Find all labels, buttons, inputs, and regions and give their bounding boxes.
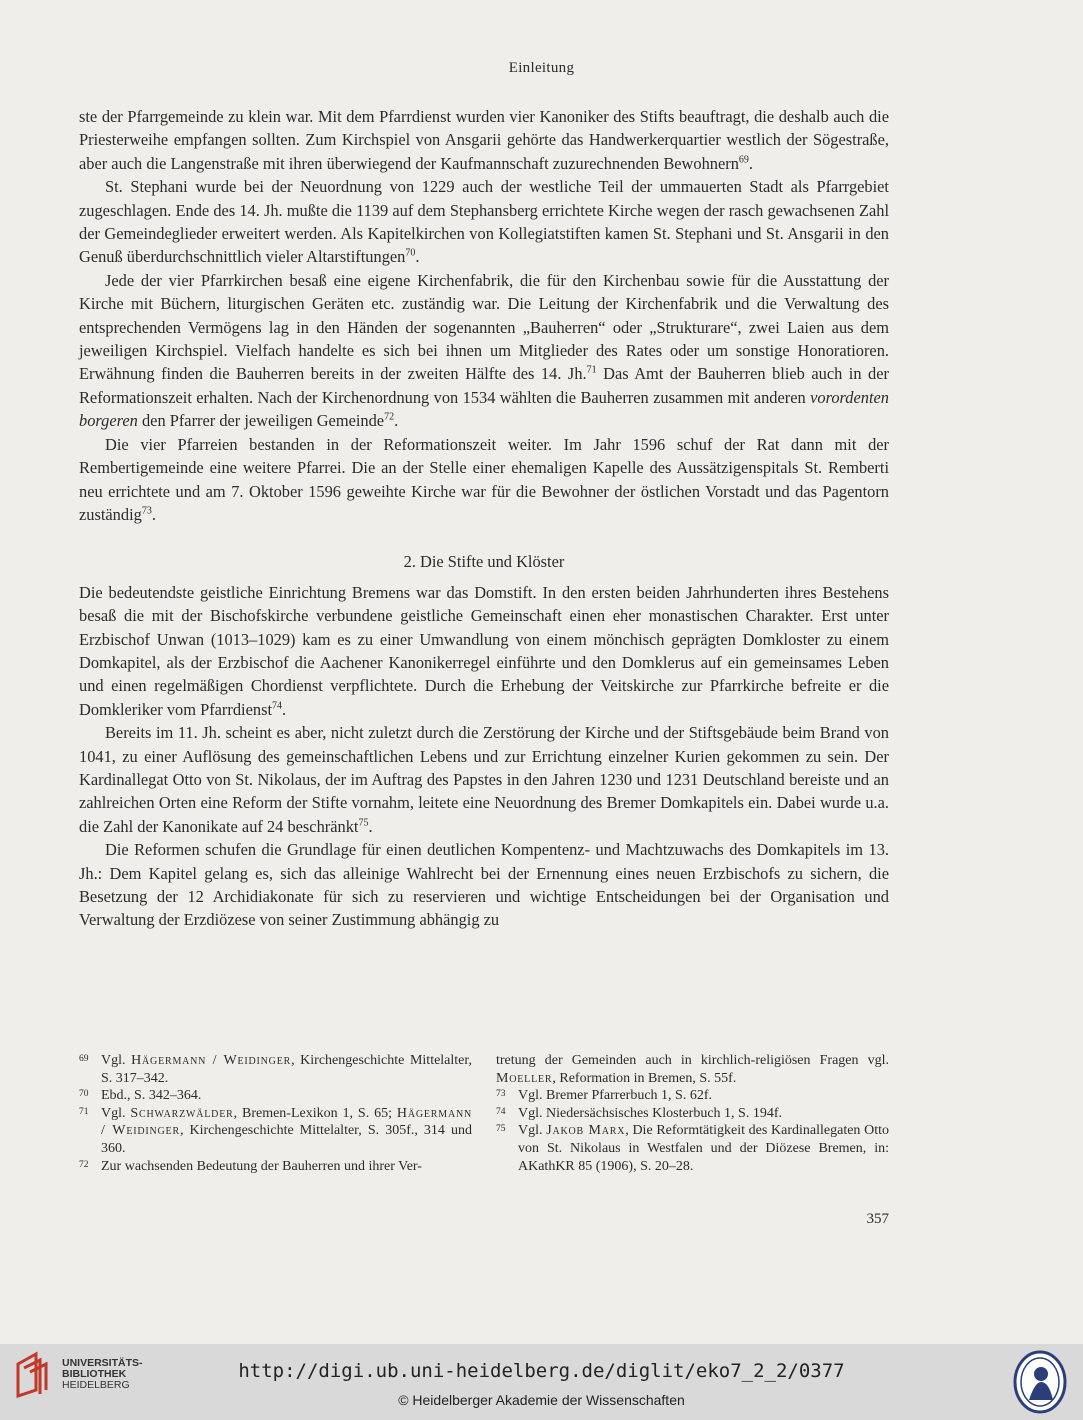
italic-quote: vorordenten borgeren bbox=[79, 387, 889, 431]
footnote-ref-73[interactable]: 73 bbox=[141, 505, 152, 517]
paragraph-5: Die bedeutendste geistliche Einrichtung Bremens war das Domstift. In den ersten beiden Jahrhunderten ihres Bestehens besaß die mit der Bischofskirche verbundene geistliche Gemeinschaft einen eher monastischen Charakter. Erst unter Erzbischof Unwan (1013–1029) kam es zu einer Umwandlung von einem mönchisch geprägten Domkloster zu einem Domkapitel, als der Erzbischof die Aachener Kanonikerregel einführte und den Domklerus auf ein gemeinsames Leben und einen regelmäßigen Chordienst verpflichtete. Durch die Erhebung der Veitskirche zur Pfarrkirche befreite er die Domkleriker vom Pfarrdienst$^{74}$. bbox=[79, 582, 889, 719]
paragraph-7: Die Reformen schufen die Grundlage für einen deutlichen Kompentenz- und Machtzuwachs des Domkapitels im 13. Jh.: Dem Kapitel gelang es, sich das alleinige Wahlrecht bei der Ernennung eines neuen Erzbischofs zu sichern, die Besetzung der 12 Archidiakonate für sich zu reservieren und wichtige Entscheidungen bei der Organisation und Verwaltung der Erzdiözese von seiner Zustimmung abhängig zu bbox=[79, 840, 889, 930]
copyright-notice: © Heidelberger Akademie der Wissenschaften bbox=[398, 1392, 685, 1408]
footnote-71: 71 Vgl. Schwarzwälder, Bremen-Lexikon 1, S. 65; Hägermann / Weidinger, Kirchengeschichte Mittelalter, S. 305f., 314 und 360. bbox=[79, 1105, 473, 1156]
paragraph-2: St. Stephani wurde bei der Neuordnung von 1229 auch der westliche Teil der ummauerten Stadt als Pfarrgebiet zugeschlagen. Ende des 14. Jh. mußte die 1139 auf dem Stephansberg errichtete Kirche wegen der rasch gewachsenen Zahl der Gemeindeglieder erweitert werden. Als Kapitelkirchen von Kollegiatstiften kamen St. Stephani und St. Ansgarii in den Genuß überdurchschnittlich vieler Altarstiftungen$^{70}$. bbox=[79, 177, 889, 267]
footnote-72: 72 Zur wachsenden Bedeutung der Bauherren und ihrer Ver- bbox=[79, 1158, 422, 1174]
footnote-69: 69 Vgl. Hägermann / Weidinger, Kirchengeschichte Mittelalter, S. 317–342. bbox=[79, 1053, 472, 1086]
footnote-74: 74 Vgl. Niedersächsisches Klosterbuch 1, S. 194f. bbox=[496, 1105, 783, 1121]
paragraph-6: Bereits im 11. Jh. scheint es aber, nicht zuletzt durch die Zerstörung der Kirche und der Stiftsgebäude beim Brand von 1041, zu einer Auflösung des gemeinschaftlichen Lebens und zur Errichtung einzelner Kurien gekommen zu sein. Der Kardinallegat Otto von St. Nikolaus, der im Auftrag des Papstes in den Jahren 1230 und 1231 Deutschland bereiste und an zahlreichen Orten eine Reform der Stifte vornahm, leitete eine Neuordnung des Bremer Domkapitels ein. Dabei wurde u.a. die Zahl der Kanonikate auf 24 beschränkt$^{75}$. bbox=[79, 723, 889, 836]
footnote-73: 73 Vgl. Bremer Pfarrerbuch 1, S. 62f. bbox=[496, 1088, 713, 1104]
footnote-ref-72[interactable]: 72 bbox=[384, 411, 395, 423]
footnote-ref-75[interactable]: 75 bbox=[358, 817, 369, 829]
main-text bbox=[79, 105, 889, 932]
permalink-url[interactable]: http://digi.ub.uni-heidelberg.de/diglit/eko7_2_2/0377 bbox=[238, 1360, 845, 1382]
section-heading: 2. Die Stifte und Klöster bbox=[403, 552, 565, 572]
academy-seal-icon bbox=[1013, 1350, 1067, 1414]
footnote-75: 75 Vgl. Jakob Marx, Die Reformtätigkeit des Kardinallegaten Otto von St. Nikolaus in Westfalen und der Diözese Bremen, in: AKathKR 85 (1906), S. 20–28. bbox=[496, 1123, 890, 1174]
paragraph-1: ste der Pfarrgemeinde zu klein war. Mit dem Pfarrdienst wurden vier Kanoniker des Stifts beauftragt, die deshalb auch die Priesterweihe empfangen sollten. Zum Kirchspiel von Ansgarii gehörte das Handwerkerquartier westlich der Sögestraße, aber auch die Langenstraße mit ihren überwiegend der Kaufmannschaft zuzurechnenden Bewohnern$^{69}$. bbox=[79, 107, 889, 173]
paragraph-3: Jede der vier Pfarrkirchen besaß eine eigene Kirchenfabrik, die für den Kirchenbau sowie für die Ausstattung der Kirche mit Büchern, liturgischen Geräten etc. zuständig war. Die Leitung der Kirchenfabrik und die Verwaltung des entsprechenden Vermögens lag in den Händen der sogenannten „Bauherren“ oder „Strukturare“, zwei Laien aus dem jeweiligen Kirchspiel. Vielfach handelte es sich bei ihnen um Mitglieder des Rates oder um sonstige Honoratioren. Erwähnung finden die Bauherren bereits in der zweiten Hälfte des 14. Jh.$^{71}$ Das Amt der Bauherren blieb auch in der Reformationszeit erhalten. Nach der Kirchenordnung von 1534 wählten die Bauherren zusammen mit anderen vorordenten borgeren den Pfarrer der jeweiligen Gemeinde$^{72}$. bbox=[79, 270, 889, 431]
footnote-ref-74[interactable]: 74 bbox=[272, 700, 282, 712]
footnotes bbox=[79, 1052, 889, 1175]
footnote-ref-70[interactable]: 70 bbox=[405, 247, 416, 259]
footer-bar bbox=[0, 1344, 1083, 1420]
footnote-ref-69[interactable]: 69 bbox=[738, 154, 749, 166]
footnote-column-left bbox=[79, 1052, 472, 1175]
paragraph-4: Die vier Pfarreien bestanden in der Reformationszeit weiter. Im Jahr 1596 schuf der Rat dann mit der Rembertigemeinde eine weitere Pfarrei. Die an der Stelle einer ehemaligen Kapelle des Aussätzigenspitals St. Remberti neu errichtete und am 7. Oktober 1596 geweihte Kirche war für die Bewohner der östlichen Vorstadt und das Pagentorn zuständig$^{73}$. bbox=[79, 434, 889, 524]
footnote-70: 70 Ebd., S. 342–364. bbox=[79, 1088, 202, 1104]
footnote-column-right bbox=[496, 1052, 889, 1175]
footnote-72-continued: tretung der Gemeinden auch in kirchlich-religiösen Fragen vgl. Moeller, Reformation in Bremen, S. 55f. bbox=[496, 1053, 889, 1086]
footnote-ref-71[interactable]: 71 bbox=[586, 365, 597, 376]
library-name: UNIVERSITÄTS- BIBLIOTHEK HEIDELBERG bbox=[62, 1357, 143, 1391]
page-number: 357 bbox=[866, 1211, 889, 1227]
running-title: Einleitung bbox=[508, 60, 575, 76]
